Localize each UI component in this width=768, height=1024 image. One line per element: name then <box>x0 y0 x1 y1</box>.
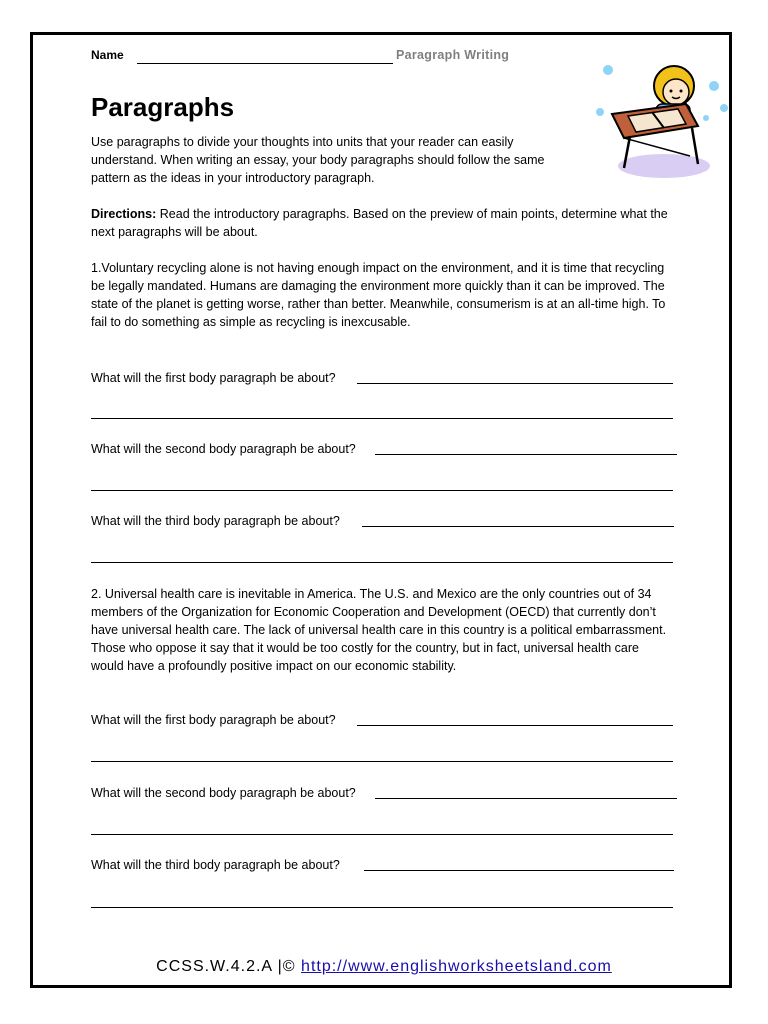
passage-2: 2. Universal health care is inevitable in America. The U.S. and Mexico are the only countries out of 34 members of the Organization for Economic Cooperation and Development (OECD) that currently don’t have universal health care. The lack of universal health care in this country is a political embarrassment. Those who oppose it say that it would be too costly for the country, but in fact, universal health care would have a profoundly positive impact on our economic stability. <box>91 587 667 673</box>
standard-code: CCSS.W.4.2.A |© <box>156 958 296 975</box>
answer-line-2-3b[interactable] <box>91 907 673 908</box>
answer-line-2-1a[interactable] <box>357 725 673 726</box>
answer-line-1-3b[interactable] <box>91 562 673 563</box>
answer-line-2-2b[interactable] <box>91 834 673 835</box>
question-1-1: What will the first body paragraph be about? <box>91 371 336 385</box>
answer-line-2-2a[interactable] <box>375 798 677 799</box>
answer-line-1-2a[interactable] <box>375 454 677 455</box>
passage-1: 1.Voluntary recycling alone is not having enough impact on the environment, and it is time that recycling be legally mandated. Humans are damaging the environment more quickly than it can be improved. The state of the planet is getting worse, rather than better. Meanwhile, consumerism is at an all-time high. To fail to do something as simple as recycling is inexcusable. <box>91 261 666 329</box>
name-field[interactable] <box>137 63 393 64</box>
footer <box>0 958 768 976</box>
name-label: Name <box>91 48 124 62</box>
question-1-3: What will the third body paragraph be about? <box>91 514 340 528</box>
directions-label: Directions: <box>91 207 157 221</box>
directions-paragraph <box>91 205 671 241</box>
student-at-desk-writing-icon <box>594 56 730 186</box>
answer-line-2-3a[interactable] <box>364 870 674 871</box>
question-2-3: What will the third body paragraph be about? <box>91 858 340 872</box>
answer-line-1-3a[interactable] <box>362 526 674 527</box>
question-2-2: What will the second body paragraph be about? <box>91 786 356 800</box>
page-title: Paragraphs <box>91 92 235 122</box>
question-2-1: What will the first body paragraph be about? <box>91 713 336 727</box>
website-link[interactable]: http://www.englishworksheetsland.com <box>301 958 612 975</box>
question-1-2: What will the second body paragraph be about? <box>91 442 356 456</box>
answer-line-1-1b[interactable] <box>91 418 673 419</box>
answer-line-1-2b[interactable] <box>91 490 673 491</box>
answer-line-1-1a[interactable] <box>357 383 673 384</box>
answer-line-2-1b[interactable] <box>91 761 673 762</box>
intro-paragraph: Use paragraphs to divide your thoughts into units that your reader can easily understand. When writing an essay, your body paragraphs should follow the same pattern as the ideas in your introductory paragraph. <box>91 135 545 185</box>
directions-text: Read the introductory paragraphs. Based on the preview of main points, determine what the next paragraphs will be about. <box>91 207 668 239</box>
worksheet-title: Paragraph Writing <box>396 48 510 62</box>
